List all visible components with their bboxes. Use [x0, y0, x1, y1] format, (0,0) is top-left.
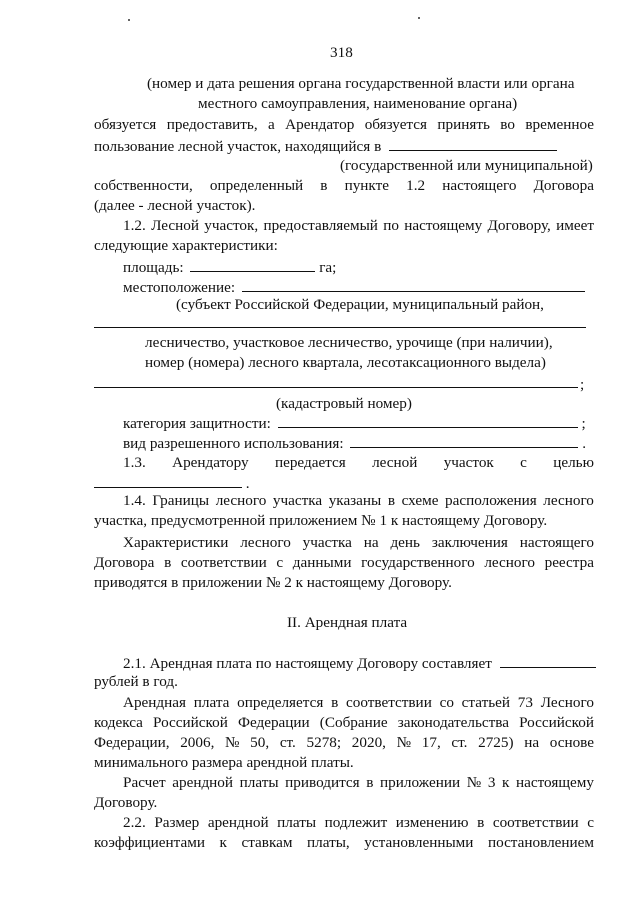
cadastral-caption: (кадастровый номер): [276, 395, 412, 412]
word: постановлением: [487, 834, 594, 851]
word: в: [366, 774, 374, 791]
text-line-7: (далее - лесной участок).: [94, 197, 256, 214]
word: 2.2.: [123, 814, 146, 831]
word: заключения: [431, 534, 508, 551]
word: приложении: [380, 774, 461, 791]
purpose-period: .: [245, 475, 250, 492]
word: на: [363, 534, 379, 551]
area-line: [123, 258, 336, 277]
rent-calc-line-1: [123, 774, 594, 792]
word: арендной: [207, 814, 269, 831]
word: 1.4.: [123, 492, 146, 509]
scan-speck: [418, 17, 420, 19]
location-line: [123, 278, 585, 297]
word: настоящего: [519, 534, 594, 551]
word: Размер: [154, 814, 200, 831]
word: имеет: [556, 217, 594, 234]
word: определяется: [237, 694, 324, 711]
location-blank[interactable]: [242, 278, 585, 292]
word: Границы: [152, 492, 210, 509]
word: Договора: [94, 554, 155, 571]
clause-1-2-line-2: следующие характеристики:: [94, 237, 278, 254]
word: №: [396, 734, 412, 751]
clause-2-1-line-2: рублей в год.: [94, 673, 178, 690]
word: со: [439, 694, 454, 711]
word: Федерации,: [94, 734, 170, 751]
text-line-6: [94, 177, 594, 195]
location-caption-1: (субъект Российской Федерации, муниципальный район,: [176, 296, 544, 313]
word: собственности,: [94, 177, 193, 194]
word: лесного: [543, 492, 594, 509]
word: коэффициентами: [94, 834, 205, 851]
word: участка: [302, 534, 352, 551]
rent-calc-line-2: Договору.: [94, 794, 158, 811]
word: Федерации: [237, 714, 310, 731]
rent-basis-line-4: минимального размера арендной платы.: [94, 754, 354, 771]
word: схеме: [401, 492, 439, 509]
clause-1-2-line-1: [123, 217, 594, 235]
word: Договора: [533, 177, 594, 194]
protection-category-blank[interactable]: [278, 414, 578, 428]
word: Расчет: [123, 774, 166, 791]
word: по: [383, 217, 399, 234]
word: изменению: [395, 814, 469, 831]
protection-category-label: категория защитности:: [123, 415, 271, 432]
word: в: [164, 554, 172, 571]
word: государственного: [361, 554, 475, 571]
word: пункте: [344, 177, 389, 194]
rent-basis-line-3: [94, 734, 594, 752]
page-number: 318: [330, 44, 353, 61]
clause-1-3-line-2: [94, 474, 250, 493]
word: 2725): [478, 734, 514, 751]
text-line-3: [94, 116, 594, 134]
word: лесного: [215, 492, 267, 509]
characteristics-line-2: [94, 554, 594, 572]
word: лесного: [484, 554, 535, 571]
word: плата: [193, 694, 230, 711]
word: 50,: [250, 734, 270, 751]
location-blank-2[interactable]: [94, 327, 586, 328]
word: реестра: [544, 554, 594, 571]
word: предоставить,: [166, 116, 258, 133]
word: данными: [292, 554, 352, 571]
word: №: [466, 774, 482, 791]
word: Характеристики: [123, 534, 229, 551]
ownership-caption: (государственной или муниципальной): [340, 157, 593, 174]
word: Арендатор: [285, 116, 355, 133]
permitted-use-blank[interactable]: [350, 434, 578, 448]
characteristics-line-3: приводятся в приложении № 2 к настоящему Договору.: [94, 574, 452, 591]
word: указаны: [328, 492, 382, 509]
word: 3: [487, 774, 496, 791]
word: а: [268, 116, 275, 133]
word: соответствии: [346, 694, 432, 711]
clause-1-4-line-1: [123, 492, 594, 510]
word: Лесного: [540, 694, 594, 711]
word: в: [331, 694, 339, 711]
word: Арендатору: [172, 454, 249, 471]
word: к: [502, 774, 510, 791]
word: принять: [437, 116, 490, 133]
area-blank[interactable]: [190, 258, 315, 272]
word: 5278;: [306, 734, 342, 751]
word: участок,: [204, 217, 259, 234]
area-unit: га;: [319, 259, 337, 276]
word: законодательства: [397, 714, 509, 731]
word: соответствии: [492, 814, 579, 831]
permitted-use-period: .: [582, 435, 586, 452]
word: лесного: [240, 534, 291, 551]
rent-amount-blank[interactable]: [500, 654, 596, 668]
word: в: [477, 814, 485, 831]
word: на: [524, 734, 540, 751]
word: Договору,: [487, 217, 551, 234]
word: 1.3.: [123, 454, 146, 471]
word: 2020,: [351, 734, 386, 751]
clause-1-4-line-2: участка, предусмотренной приложением № 1 к настоящему Договору.: [94, 512, 548, 529]
clause-2-2-line-2: [94, 834, 594, 852]
word: соответствии: [180, 554, 267, 571]
location-label: местоположение:: [123, 279, 236, 296]
word: приводится: [285, 774, 360, 791]
word: ставкам: [241, 834, 293, 851]
rent-basis-line-2: [94, 714, 594, 732]
word: ст.: [279, 734, 296, 751]
permitted-use-label: вид разрешенного использования:: [123, 435, 344, 452]
word: с: [276, 554, 284, 571]
word: передается: [274, 454, 346, 471]
permitted-use-line: [123, 434, 586, 453]
word: №: [225, 734, 240, 751]
word: установленными: [364, 834, 474, 851]
word: обязуется: [364, 116, 427, 133]
word: настоящего: [442, 177, 517, 194]
ownership-type-blank[interactable]: [389, 137, 557, 151]
word: 73: [517, 694, 533, 711]
cadastral-semicolon: ;: [580, 376, 585, 393]
location-caption-2: лесничество, участковое лесничество, урочище (при наличии),: [145, 334, 553, 351]
word: статьей: [461, 694, 511, 711]
word: 2006,: [180, 734, 215, 751]
word: Арендная: [123, 694, 187, 711]
word: платы: [277, 814, 317, 831]
word: кодекса: [94, 714, 143, 731]
word: с: [520, 454, 527, 471]
word: подлежит: [324, 814, 388, 831]
word: целью: [553, 454, 594, 471]
word: основе: [549, 734, 594, 751]
clause-2-1-text: 2.1. Арендная плата по настоящему Договору составляет: [123, 655, 492, 672]
word: настоящему: [516, 774, 594, 791]
word: Лесной: [151, 217, 199, 234]
section-title: II. Арендная плата: [287, 614, 408, 631]
word: во: [500, 116, 515, 133]
word: временное: [525, 116, 594, 133]
word: 1.2.: [123, 217, 146, 234]
text-line-4-text: пользование лесной участок, находящийся в: [94, 138, 382, 155]
word: день: [390, 534, 420, 551]
characteristics-line-1: [123, 534, 594, 552]
word: предоставляемый: [263, 217, 378, 234]
word: в: [320, 177, 328, 194]
cadastral-blank[interactable]: [94, 387, 578, 388]
word: платы,: [307, 834, 350, 851]
word: настоящему: [404, 217, 483, 234]
rent-basis-line-1: [123, 694, 594, 712]
word: определенный: [209, 177, 304, 194]
word: обязуется: [94, 116, 157, 133]
clause-2-1-line-1: [123, 654, 596, 673]
caption-line-1: (номер и дата решения органа государственной власти или органа: [147, 75, 575, 92]
area-label: площадь:: [123, 259, 184, 276]
word: платы: [239, 774, 279, 791]
word: участка: [272, 492, 323, 509]
word: расположения: [445, 492, 537, 509]
word: Российской: [519, 714, 594, 731]
caption-line-2: местного самоуправления, наименование органа): [198, 95, 518, 112]
word: арендной: [172, 774, 234, 791]
word: лесной: [372, 454, 418, 471]
word: (Собрание: [319, 714, 388, 731]
word: Российской: [153, 714, 228, 731]
word: участок: [443, 454, 494, 471]
location-caption-3: номер (номера) лесного квартала, лесотаксационного выдела): [145, 354, 546, 371]
word: с: [587, 814, 594, 831]
protection-category-semicolon: ;: [581, 415, 586, 432]
word: ст.: [451, 734, 468, 751]
word: в: [387, 492, 396, 509]
scan-speck: [128, 19, 130, 21]
protection-category-line: [123, 414, 586, 433]
word: к: [219, 834, 227, 851]
purpose-blank[interactable]: [94, 474, 242, 488]
clause-2-2-line-1: [123, 814, 594, 832]
word: 1.2: [406, 177, 426, 194]
word: 17,: [421, 734, 441, 751]
clause-1-3-line-1: [123, 454, 594, 472]
text-line-4: [94, 137, 557, 156]
